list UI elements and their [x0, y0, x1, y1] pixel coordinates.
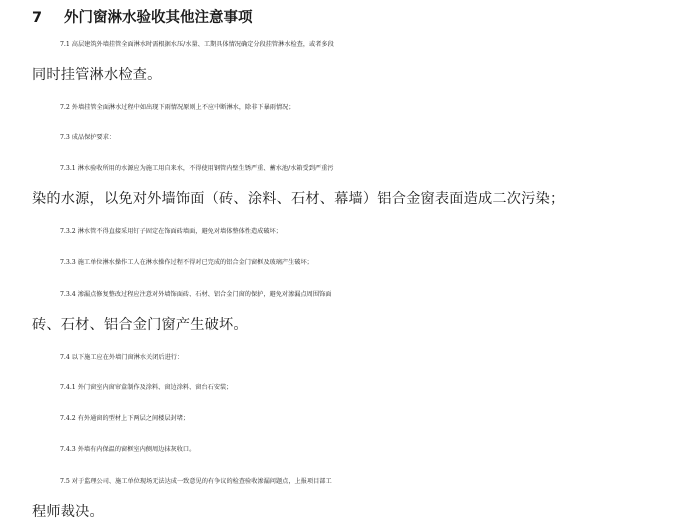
paragraph-7-3-1: 7.3.1 淋水验收所用的水源应为施工用自来水，不得使用钢管内壁生锈严重、蓄水池/水箱受到严重污	[60, 165, 334, 172]
paragraph-7-4-3: 7.4.3 外墙有内保温的窗框室内侧周边抹灰收口。	[60, 446, 196, 453]
paragraph-7-3-4-cont: 砖、石材、铝合金门窗产生破坏。	[32, 317, 248, 333]
section-heading	[32, 6, 253, 30]
paragraph-7-3-4: 7.3.4 渗漏点修复整改过程应注意对外墙饰面砖、石材、铝合金门窗的保护，避免对渗漏点周围饰面	[60, 291, 332, 298]
paragraph-7-3-2: 7.3.2 淋水管不得直接采用钉子固定在饰面砖墙面，避免对墙体整体性造成破坏；	[60, 228, 282, 235]
paragraph-7-2: 7.2 外墙挂管全面淋水过程中如出现下雨情况原则上不应中断淋水，除非下暴雨情况；	[60, 104, 295, 111]
paragraph-7-5-cont: 程师裁决。	[32, 504, 104, 520]
paragraph-7-4-2: 7.4.2 有外通窗的型材上下两层之间楼层封堵；	[60, 415, 190, 422]
section-title: 外门窗淋水验收其他注意事项	[64, 10, 253, 26]
paragraph-7-4-1: 7.4.1 外门窗室内窗帘盒制作及涂料、窗边涂料、窗台石安装；	[60, 384, 233, 391]
paragraph-7-3-1-cont: 染的水源，以免对外墙饰面（砖、涂料、石材、幕墙）铝合金窗表面造成二次污染；	[32, 191, 565, 207]
paragraph-7-1: 7.1 高层建筑外墙挂管全面淋水时需根据水压/水量、工期具体情况确定分段挂管淋水检查，或者多段	[60, 41, 334, 48]
paragraph-7-5: 7.5 对于监理公司、施工单位现场无法达成一致意见的有争议的检查验收渗漏问题点，上报项目部工	[60, 478, 332, 485]
paragraph-7-4: 7.4 以下施工应在外墙门窗淋水关闭后进行：	[60, 354, 184, 361]
paragraph-7-3: 7.3 成品保护要求：	[60, 134, 116, 141]
paragraph-7-1-cont: 同时挂管淋水检查。	[32, 67, 162, 83]
paragraph-7-3-3: 7.3.3 施工单位淋水操作工人在淋水操作过程不得对已完成的铝合金门窗框及玻璃产生破坏；	[60, 259, 313, 266]
section-number: 7	[32, 10, 43, 26]
